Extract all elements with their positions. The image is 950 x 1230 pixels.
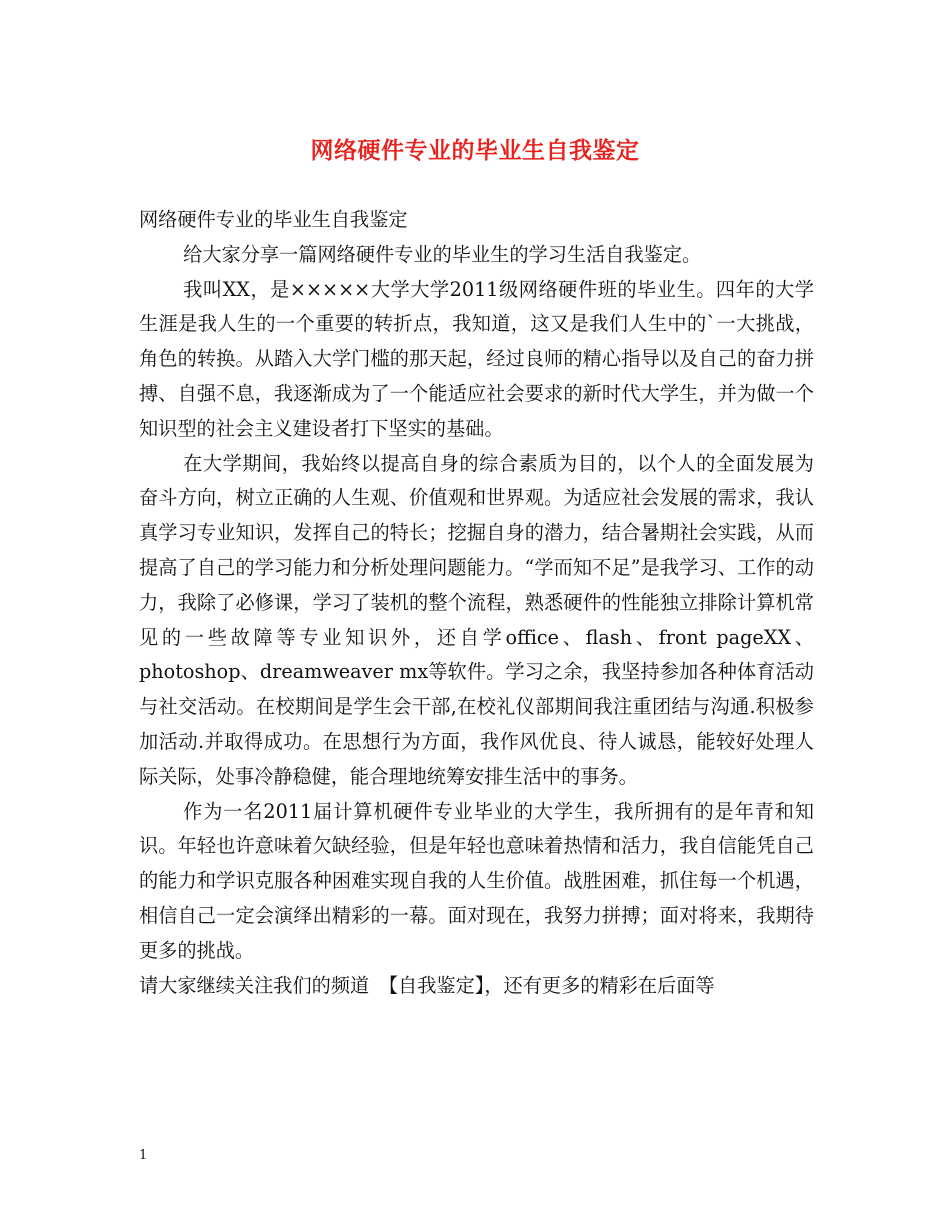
document-body [139, 203, 814, 1003]
page-number: 1 [139, 1148, 148, 1163]
paragraph-university-period: 在大学期间，我始终以提高自身的综合素质为目的，以个人的全面发展为奋斗方向，树立正确的人生观、价值观和世界观。为适应社会发展的需求，我认真学习专业知识，发挥自己的特长；挖掘自身的潜力，结合暑期社会实践，从而提高了自己的学习能力和分析处理问题能力。“学而知不足”是我学习、工作的动力，我除了必修课，学习了装机的整个流程，熟悉硬件的性能独立排除计算机常见的一些故障等专业知识外，还自学office、flash、front pageXX、photoshop、dreamweaver mx等软件。学习之余，我坚持参加各种体育活动与社交活动。在校期间是学生会干部,在校礼仪部期间我注重团结与沟通.积极参加活动.并取得成功。在思想行为方面，我作风优良、待人诚恳，能较好处理人际关际，处事冷静稳健，能合理地统筹安排生活中的事务。 [139, 451, 814, 788]
closing-line: 请大家继续关注我们的频道 【自我鉴定】，还有更多的精彩在后面等 [139, 973, 715, 997]
document-title: 网络硬件专业的毕业生自我鉴定 [310, 138, 640, 164]
paragraph-intro: 给大家分享一篇网络硬件专业的毕业生的学习生活自我鉴定。 [183, 242, 702, 266]
paragraph-self-introduction: 我叫XX，是×××××大学大学2011级网络硬件班的毕业生。四年的大学生涯是我人生的一个重要的转折点，我知道，这又是我们人生中的`一大挑战，角色的转换。从踏入大学门槛的那天起，经过良师的精心指导以及自己的奋力拼搏、自强不息，我逐渐成为了一个能适应社会要求的新时代大学生，并为做一个知识型的社会主义建设者打下坚实的基础。 [139, 277, 814, 440]
paragraph-outlook: 作为一名2011届计算机硬件专业毕业的大学生，我所拥有的是年青和知识。年轻也许意味着欠缺经验，但是年轻也意味着热情和活力，我自信能凭自己的能力和学识克服各种困难实现自我的人生价值。战胜困难，抓住每一个机遇，相信自己一定会演绎出精彩的一幕。面对现在，我努力拼搏；面对将来，我期待更多的挑战。 [139, 799, 814, 962]
heading-line: 网络硬件专业的毕业生自我鉴定 [139, 208, 408, 231]
